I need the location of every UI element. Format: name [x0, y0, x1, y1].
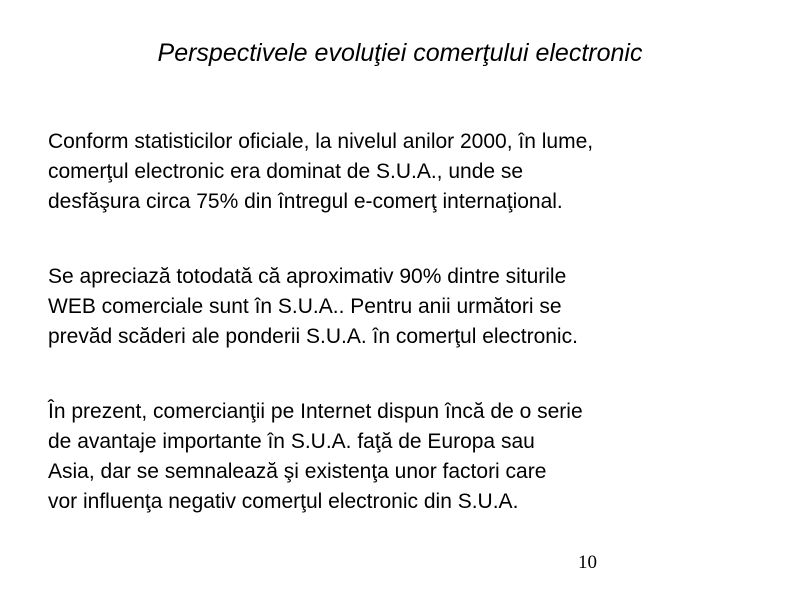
paragraph-line: WEB comerciale sunt în S.U.A.. Pentru anii următori se [48, 295, 562, 318]
paragraph-line: Asia, dar se semnalează şi existenţa unor factori care [48, 460, 547, 483]
slide-title: Perspectivele evoluţiei comerţului electronic [157, 39, 643, 67]
paragraph-line: În prezent, comercianţii pe Internet dispun încă de o serie [48, 400, 583, 423]
paragraph-line: de avantaje importante în S.U.A. faţă de Europa sau [48, 430, 535, 453]
paragraph-line: prevăd scăderi ale ponderii S.U.A. în comerţul electronic. [48, 325, 578, 348]
paragraph-2 [48, 262, 768, 352]
paragraph-line: vor influenţa negativ comerţul electronic din S.U.A. [48, 490, 519, 513]
paragraph-line: desfăşura circa 75% din întregul e-comerţ internaţional. [48, 190, 563, 213]
paragraph-3 [48, 397, 768, 517]
paragraph-1 [48, 127, 768, 217]
paragraph-line: Conform statisticilor oficiale, la nivelul anilor 2000, în lume, [48, 130, 594, 153]
paragraph-line: Se apreciază totodată că aproximativ 90% dintre siturile [48, 265, 567, 288]
paragraph-line: comerţul electronic era dominat de S.U.A., unde se [48, 160, 524, 183]
page-number: 10 [578, 552, 597, 573]
slide-body [48, 127, 768, 562]
